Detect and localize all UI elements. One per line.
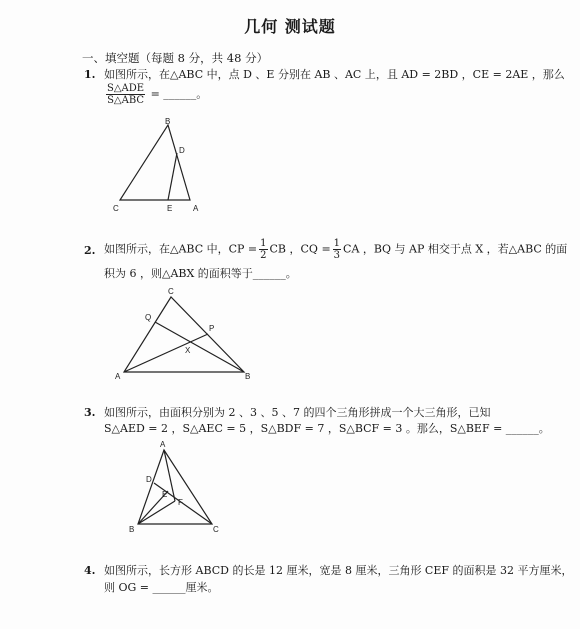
fraction-numerator: 1: [333, 238, 341, 249]
question-4-line-2: 则 OG = ______厘米。: [104, 581, 219, 594]
triangle-abc: [120, 125, 190, 200]
segment-de: [168, 153, 177, 200]
section-heading: 一、填空题（每题 8 分，共 48 分）: [82, 51, 269, 65]
question-2-line-2: 积为 6 ，则△ABX 的面积等于______。: [104, 267, 297, 280]
question-4-number: 4.: [84, 564, 96, 577]
label-f: F: [178, 498, 183, 507]
triangle-abc: [124, 297, 244, 372]
question-1-answer-blank: = ______。: [150, 87, 208, 101]
fraction-one-third: [333, 238, 341, 261]
label-e: E: [167, 204, 173, 213]
label-d: D: [179, 146, 185, 155]
figure-2-triangle: [112, 285, 262, 383]
fraction-denominator: 3: [333, 250, 341, 261]
question-3-line-2: S△AED = 2 ，S△AEC = 5 ，S△BDF = 7 ，S△BCF = 3 。那么，S△BEF = ______。: [104, 422, 550, 435]
label-d: D: [146, 475, 152, 484]
fraction-denominator: 2: [260, 250, 267, 261]
fraction-denominator: S△ABC: [107, 95, 145, 106]
figure-1-triangle: [108, 115, 208, 215]
area-ratio-fraction: [106, 83, 145, 106]
question-1-text: 如图所示，在△ABC 中，点 D 、E 分别在 AB 、AC 上，且 AD = 2BD ，CE = 2AE ，那么: [104, 68, 565, 81]
question-3-line-1: 如图所示，由面积分别为 2 、3 、5 、7 的四个三角形拼成一个大三角形，已知: [104, 406, 491, 419]
fraction-one-half: [259, 238, 267, 261]
page-title: 几何 测试题: [244, 17, 336, 36]
question-1-ratio: [104, 83, 207, 106]
segment-qb: [155, 322, 244, 372]
question-4-line-1: 如图所示，长方形 ABCD 的长是 12 厘米，宽是 8 厘米，三角形 CEF 的面积是 32 平方厘米，: [104, 564, 573, 577]
label-b: B: [165, 117, 171, 126]
question-3-number: 3.: [84, 406, 96, 419]
label-a: A: [115, 372, 121, 381]
label-b: B: [129, 525, 135, 534]
label-b: B: [245, 372, 251, 381]
label-a: A: [160, 440, 166, 449]
label-x: X: [185, 346, 191, 355]
label-q: Q: [145, 313, 152, 322]
label-c: C: [213, 525, 219, 534]
label-c: C: [113, 204, 119, 213]
label-c: C: [168, 287, 174, 296]
fraction-numerator: 1: [260, 238, 267, 249]
label-p: P: [209, 324, 215, 333]
question-1-number: 1.: [84, 68, 96, 81]
question-2-text-b: CB ，CQ =: [269, 242, 331, 256]
question-2-text-c: CA ，BQ 与 AP 相交于点 X ，若△ABC 的面: [343, 242, 568, 256]
question-2-text-a: 如图所示，在△ABC 中，CP =: [104, 242, 258, 256]
fraction-numerator: S△ADE: [107, 83, 145, 94]
triangle-abc: [138, 450, 212, 524]
question-2-number: 2.: [84, 244, 96, 257]
question-2-line-1: [104, 238, 567, 261]
label-e: E: [162, 490, 168, 499]
figure-3-triangle: [126, 438, 226, 536]
label-a: A: [193, 204, 199, 213]
